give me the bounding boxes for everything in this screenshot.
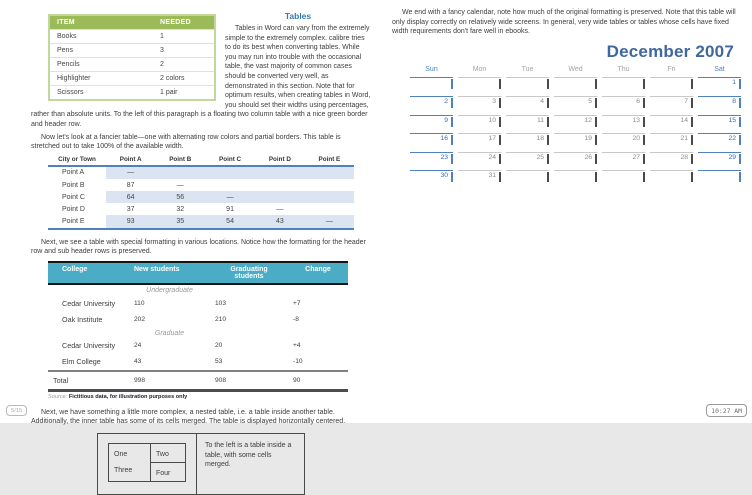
- table-row: [48, 354, 348, 371]
- points-header: Point D: [255, 154, 305, 166]
- table-row: [49, 86, 215, 101]
- calendar-day-header: Wed: [554, 66, 597, 78]
- calendar-day-cell: 18: [506, 133, 549, 152]
- points-cell: 43: [255, 215, 305, 228]
- college-cell: -10: [293, 358, 303, 366]
- points-cell: 64: [106, 191, 155, 203]
- supplies-cell: Pencils: [49, 58, 153, 72]
- source-label: Source:: [48, 393, 68, 400]
- subheader-row: [48, 284, 348, 296]
- calendar-day-header: Mon: [458, 66, 501, 78]
- calendar-title: December 2007: [606, 41, 734, 61]
- calendar-day-cell: 27: [602, 152, 645, 171]
- table-row: [48, 191, 354, 203]
- calendar-day-cell: [506, 170, 549, 189]
- college-cell: 998: [129, 371, 210, 391]
- table-row: [49, 30, 215, 44]
- calendar-day-cell: 17: [458, 133, 501, 152]
- supplies-cell: 2: [153, 58, 215, 72]
- table-row: [48, 295, 348, 311]
- college-cell: +4: [293, 342, 301, 350]
- points-cell: [155, 166, 205, 179]
- college-cell: [288, 284, 348, 296]
- calendar-day-cell: 16: [410, 133, 453, 152]
- table-row: [48, 338, 348, 354]
- college-cell: [210, 327, 288, 338]
- college-cell: 110: [134, 299, 145, 307]
- table-header-row: [49, 15, 215, 30]
- calendar-day-cell: 30: [410, 170, 453, 189]
- table-row: [48, 203, 354, 215]
- points-cell: 93: [106, 215, 155, 228]
- nested-caption: To the left is a table inside a table, with some cells merged.: [197, 434, 305, 495]
- points-cell: 87: [126, 181, 135, 189]
- points-header: Point A: [106, 154, 155, 166]
- points-cell: 37: [126, 205, 135, 213]
- college-cell: +7: [293, 299, 301, 307]
- college-cell: 202: [134, 315, 146, 323]
- calendar-day-cell: [554, 78, 597, 97]
- calendar-day-header: Tue: [506, 66, 549, 78]
- points-cell: [255, 166, 305, 179]
- points-cell: —: [305, 215, 354, 228]
- subheader-label: Graduate: [154, 329, 185, 337]
- table-row: [98, 434, 305, 495]
- points-header: City or Town: [48, 154, 106, 166]
- table-row: [48, 311, 348, 327]
- calendar-day-cell: [650, 78, 693, 97]
- calendar-day-cell: 9: [410, 115, 453, 134]
- fancier-intro-paragraph: Now let's look at a fancier table—one with alternating row colors and partial borders. This table is stretched out to take 100% of the available width.: [31, 133, 341, 151]
- calendar-day-cell: [698, 170, 741, 189]
- source-note: [48, 394, 371, 400]
- table-row: [48, 179, 354, 191]
- college-cell: -8: [293, 315, 299, 323]
- calendar-day-cell: 10: [458, 115, 501, 134]
- points-cell: [305, 191, 354, 203]
- nested-intro-paragraph: Next, we have something a little more complex, a nested table, i.e. a table inside another table. Additionally, the inner table has some of its cells merged. The table is displayed horizontally centered.: [31, 408, 346, 426]
- points-header: Point B: [155, 154, 205, 166]
- points-cell: —: [205, 191, 255, 203]
- points-cell: [205, 166, 255, 179]
- calendar-day-cell: [410, 78, 453, 97]
- inner-nested-table: [108, 443, 186, 482]
- supplies-cell: 1: [153, 30, 215, 44]
- tables-section: [31, 11, 371, 130]
- college-header: New students: [129, 262, 210, 284]
- calendar-day-cell: 1: [698, 78, 741, 97]
- calendar-day-cell: 24: [458, 152, 501, 171]
- calendar-day-cell: [506, 78, 549, 97]
- college-cell: 90: [288, 371, 348, 391]
- supplies-cell: Scissors: [49, 86, 153, 101]
- points-cell: Point D: [62, 205, 85, 213]
- college-cell: 908: [210, 371, 288, 391]
- calendar-day-cell: [602, 170, 645, 189]
- supplies-header-item: ITEM: [49, 15, 153, 30]
- page-left: [31, 10, 371, 495]
- supplies-cell: Pens: [49, 44, 153, 58]
- points-cell: Point C: [62, 193, 85, 201]
- points-cell: [305, 203, 354, 215]
- college-header: Graduating students: [210, 262, 288, 284]
- total-row: [48, 371, 348, 391]
- points-cell: [255, 191, 305, 203]
- calendar-day-header: Fri: [650, 66, 693, 78]
- outer-table-cell-left: [98, 434, 197, 495]
- table-row: [48, 215, 354, 228]
- college-cell: 53: [215, 358, 223, 366]
- subheader-row: [48, 327, 348, 338]
- points-cell: —: [176, 181, 184, 189]
- calendar-day-cell: 13: [602, 115, 645, 134]
- supplies-cell: Books: [49, 30, 153, 44]
- calendar-day-cell: 14: [650, 115, 693, 134]
- calendar-day-cell: 8: [698, 96, 741, 115]
- points-cell: Point B: [62, 181, 85, 189]
- calendar-day-cell: 19: [554, 133, 597, 152]
- supplies-cell: 2 colors: [153, 72, 215, 86]
- clock: 10:27 AM: [706, 404, 747, 418]
- table-row: [49, 58, 215, 72]
- college-cell: 24: [134, 342, 142, 350]
- college-header: College: [48, 262, 129, 284]
- calendar-day-cell: [602, 78, 645, 97]
- inner-merged-cell: [109, 444, 151, 482]
- special-intro-paragraph: Next, we see a table with special formatting in various locations. Notice how the formatting for the header row and sub header rows is preserved.: [31, 238, 366, 256]
- calendar-day-cell: [650, 170, 693, 189]
- college-cell: 20: [215, 342, 223, 350]
- points-cell: [205, 179, 255, 191]
- calendar-day-cell: 11: [506, 115, 549, 134]
- points-cell: 35: [155, 215, 205, 228]
- calendar-day-header: Sun: [410, 66, 453, 78]
- points-cell: Point A: [62, 169, 85, 177]
- points-cell: [305, 179, 354, 191]
- table-header-row: [48, 262, 348, 284]
- supplies-cell: 3: [153, 44, 215, 58]
- points-cell: Point E: [62, 218, 85, 226]
- points-header: Point C: [205, 154, 255, 166]
- college-cell: Cedar University: [62, 298, 116, 308]
- college-table: [48, 261, 348, 392]
- calendar-day-cell: 6: [602, 96, 645, 115]
- supplies-header-needed: NEEDED: [153, 15, 215, 30]
- calendar-day-cell: 20: [602, 133, 645, 152]
- calendar-day-cell: 21: [650, 133, 693, 152]
- outer-nested-table: [97, 433, 305, 495]
- points-cell: 91: [226, 205, 234, 213]
- calendar-day-cell: 25: [506, 152, 549, 171]
- page-right: [392, 8, 744, 189]
- calendar-day-cell: 3: [458, 96, 501, 115]
- calendar-day-header: Sat: [698, 66, 741, 78]
- page-indicator[interactable]: 5/15: [6, 405, 27, 417]
- table-row: [49, 44, 215, 58]
- calendar-day-cell: 22: [698, 133, 741, 152]
- supplies-table: [48, 14, 216, 101]
- calendar-day-cell: 28: [650, 152, 693, 171]
- calendar-intro-paragraph: We end with a fancy calendar, note how much of the original formatting is preserved. Note that this table will only display correctly on relatively wide screens. In general, very wide tables or tables whose cells have fixed width requirements don't fare well in ebooks.: [392, 9, 736, 36]
- college-cell: [210, 284, 288, 296]
- points-cell: [255, 179, 305, 191]
- calendar-day-cell: 12: [554, 115, 597, 134]
- college-cell: [48, 284, 129, 296]
- college-cell: [288, 327, 348, 338]
- calendar-day-cell: 29: [698, 152, 741, 171]
- calendar-day-cell: 31: [458, 170, 501, 189]
- section-title: Tables: [284, 11, 312, 21]
- calendar-day-cell: 23: [410, 152, 453, 171]
- college-cell: 210: [215, 315, 227, 323]
- calendar-day-header: Thu: [602, 66, 645, 78]
- calendar-day-cell: [554, 170, 597, 189]
- inner-cell-one: One: [114, 451, 128, 459]
- inner-cell-two: Two: [151, 444, 186, 463]
- inner-cell-three: Three: [114, 467, 133, 475]
- college-cell: Cedar University: [62, 341, 116, 351]
- subheader-label: Undergraduate: [146, 287, 193, 295]
- points-cell: 32: [176, 205, 185, 213]
- college-cell: Oak Institute: [62, 314, 103, 324]
- table-row: [48, 166, 354, 179]
- college-cell: Total: [48, 371, 129, 391]
- calendar-day-cell: 7: [650, 96, 693, 115]
- points-cell: —: [106, 166, 155, 179]
- college-header: Change: [288, 262, 348, 284]
- calendar-day-cell: 15: [698, 115, 741, 134]
- calendar-day-cell: 26: [554, 152, 597, 171]
- points-header: Point E: [305, 154, 354, 166]
- table-header-row: [48, 154, 354, 166]
- table-row: [49, 72, 215, 86]
- table-row: [109, 444, 186, 463]
- college-cell: 103: [215, 299, 227, 307]
- calendar-day-cell: [458, 78, 501, 97]
- intro-paragraph: Tables in Word can vary from the extremely simple to the extremely complex. calibre tries to do its best when converting tables. While you may run into trouble with the occasional table, the vast majority of common cases should be converted very well, as demonstrated in this section. Note that for optimum results, when creating tables in Word, you should set their widths using percentages, rather than absolute units. To the left of this paragraph is a floating two column table with a nice green border and header row.: [31, 25, 371, 128]
- source-text: Fictitious data, for illustration purposes only: [68, 393, 188, 400]
- college-cell: Elm College: [62, 357, 101, 367]
- points-cell: —: [276, 205, 284, 213]
- points-cell: 56: [155, 191, 205, 203]
- supplies-cell: Highlighter: [49, 72, 153, 86]
- inner-cell-four: Four: [156, 470, 171, 478]
- calendar-day-cell: 5: [554, 96, 597, 115]
- college-cell: 43: [134, 358, 142, 366]
- points-cell: [305, 166, 354, 179]
- points-table: [48, 154, 354, 230]
- college-cell: [48, 327, 129, 338]
- calendar-day-cell: 2: [410, 96, 453, 115]
- calendar-day-cell: 4: [506, 96, 549, 115]
- points-cell: 54: [205, 215, 255, 228]
- supplies-cell: 1 pair: [153, 86, 215, 101]
- calendar-table: [410, 66, 741, 189]
